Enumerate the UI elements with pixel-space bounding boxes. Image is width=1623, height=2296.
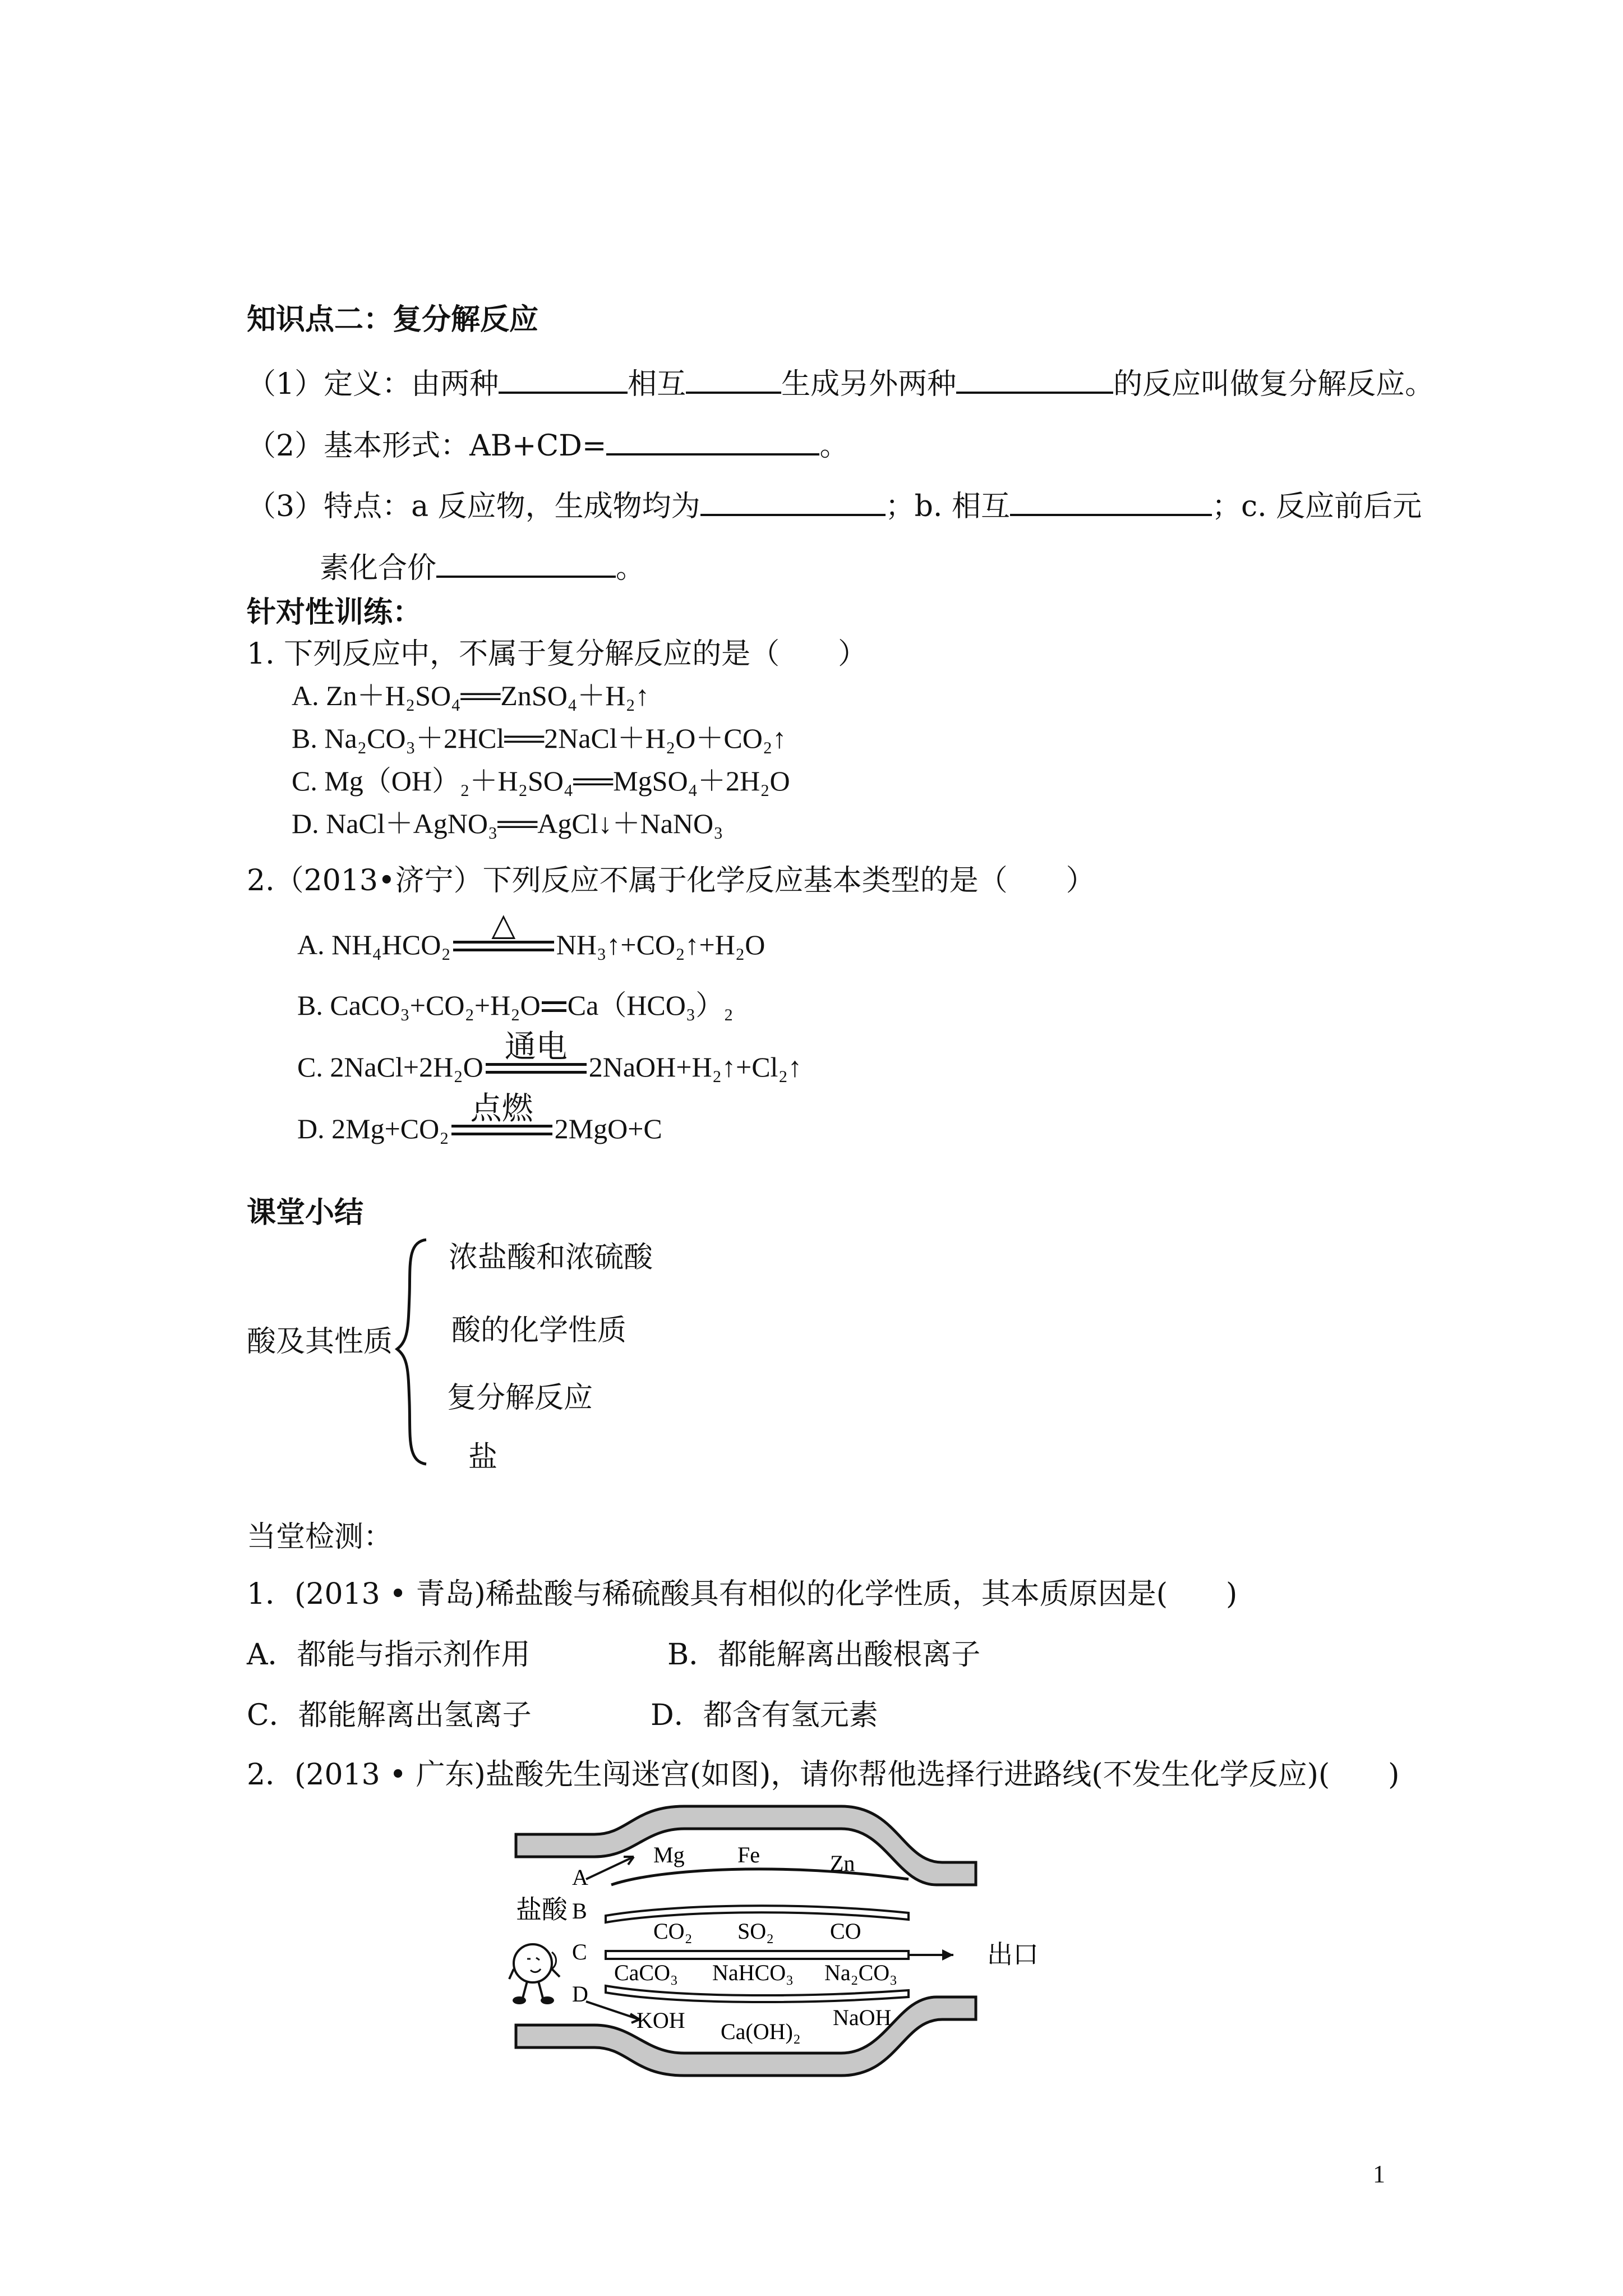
definition-line [247,366,1434,401]
definition-prefix: （1）定义：由两种 [247,367,499,401]
q2-c-arrow [486,1028,587,1073]
q2-b-arrow [542,1006,566,1011]
electric-condition: 通电 [504,1028,568,1065]
route-d-letter[interactable]: D [572,1981,588,2007]
q2-d-right: 2MgO+C [554,1113,662,1144]
route-c-item-2: NaHCO₃ [712,1960,794,1985]
q2-option-b[interactable] [297,988,734,1022]
route-b-item-2: SO₂ [737,1918,774,1944]
summary-title: 课堂小结 [247,1195,364,1230]
features-prefix: （3）特点：a 反应物，生成物均为 [247,490,700,523]
q2-d-arrow [451,1090,552,1135]
route-d-item-3: NaOH [833,2005,892,2030]
q1-option-a[interactable]: A. Zn＋H₂SO₄══ZnSO₄＋H₂↑ [292,680,649,711]
blank-7[interactable] [436,550,616,578]
q2-c-right: 2NaOH+H₂↑+Cl₂↑ [588,1051,802,1083]
features-line-2 [320,550,645,585]
test-title: 当堂检测： [247,1520,393,1554]
blank-1[interactable] [499,366,628,394]
definition-suffix: 的反应叫做复分解反应。 [1113,367,1435,401]
route-c-item-3: Na₂CO₃ [824,1960,898,1985]
summary-root: 酸及其性质 [247,1325,393,1359]
basic-form-suffix: 。 [819,429,849,463]
route-c-letter[interactable]: C [572,1939,587,1964]
curly-brace [393,1234,432,1470]
q1-option-b[interactable]: B. Na₂CO₃＋2HCl══2NaCl＋H₂O＋CO₂↑ [292,723,787,754]
route-b-item-3: CO [830,1918,861,1944]
features-line2-prefix: 素化合价 [320,551,437,585]
basic-form-prefix: （2）基本形式：AB+CD= [247,429,607,463]
arrow-d [586,2001,639,2019]
features-line [247,488,1422,523]
route-a-item-1: Mg [653,1842,685,1867]
heat-condition: △ [491,906,516,943]
q2-b-right: Ca（HCO₃）₂ [567,990,734,1021]
q2-option-d[interactable] [297,1090,662,1145]
page-number: 1 [1373,2160,1385,2188]
maze-person-label: 盐酸 [516,1895,568,1924]
test-q1-option-c[interactable]: C．都能解离出氢离子 [247,1699,532,1732]
test-q1-stem: 1．(2013 • 青岛)稀盐酸与稀硫酸具有相似的化学性质，其本质原因是( ) [247,1577,1238,1611]
section-title: 知识点二：复分解反应 [247,302,539,337]
q1-option-c[interactable]: C. Mg（OH）₂＋H₂SO₄══MgSO₄＋2H₂O [292,765,790,797]
q2-a-right: NH₃↑+CO₂↑+H₂O [556,929,766,960]
hydrochloric-acid-person [509,1944,560,2004]
q2-b-left: B. CaCO₃+CO₂+H₂O [297,990,541,1021]
blank-3[interactable] [956,366,1113,394]
blank-2[interactable] [686,366,781,394]
test-q1-option-d[interactable]: D．都含有氢元素 [651,1699,878,1732]
route-a-letter[interactable]: A [572,1865,588,1890]
divider-a [611,1869,909,1885]
divider-d [606,1986,909,2002]
summary-branch-3: 复分解反应 [447,1381,593,1415]
q1-option-d[interactable]: D. NaCl＋AgNO₃══AgCl↓＋NaNO₃ [292,808,723,839]
ignite-condition: 点燃 [470,1090,533,1127]
route-a-item-2: Fe [737,1842,760,1867]
test-q1-option-a[interactable]: A．都能与指示剂作用 [247,1638,531,1672]
maze-figure [494,1801,1054,2115]
q2-d-left: D. 2Mg+CO₂ [297,1113,449,1144]
route-c-item-1: CaCO₃ [614,1960,678,1985]
blank-5[interactable] [700,488,886,516]
route-b-letter[interactable]: B [572,1898,587,1924]
training-title: 针对性训练： [247,595,422,629]
maze-exit-label: 出口 [987,1940,1039,1969]
route-d-item-2: Ca(OH)₂ [721,2019,801,2044]
q2-option-a[interactable] [297,906,766,961]
exit-arrowhead [942,1949,953,1961]
summary-branch-4: 盐 [468,1441,498,1474]
q2-c-left: C. 2NaCl+2H₂O [297,1051,483,1083]
blank-4[interactable] [606,427,819,455]
features-mid2: ；c. 反应前后元 [1211,490,1422,523]
blank-6[interactable] [1010,488,1212,516]
definition-mid1: 相互 [628,367,686,401]
route-a-item-3: Zn [830,1851,855,1876]
route-d-item-1: KOH [637,2008,685,2033]
test-q1-option-b[interactable]: B．都能解离出酸根离子 [667,1638,981,1672]
q2-a-arrow [453,906,554,951]
q2-a-left: A. NH₄HCO₂ [297,929,451,960]
features-line2-suffix: 。 [616,551,645,585]
route-b-item-1: CO₂ [653,1918,693,1944]
arrow-a [586,1857,634,1879]
features-mid1: ；b. 相互 [885,490,1010,523]
basic-form-line [247,427,849,463]
q1-stem: 1. 下列反应中，不属于复分解反应的是（ ） [247,637,868,671]
test-q2-stem: 2．(2013 • 广东)盐酸先生闯迷宫(如图)，请你帮他选择行进路线(不发生化学反应)( ) [247,1758,1400,1792]
summary-branch-1: 浓盐酸和浓硫酸 [449,1241,653,1274]
summary-branch-2: 酸的化学性质 [451,1314,627,1347]
definition-mid2: 生成另外两种 [781,367,957,401]
q2-option-c[interactable] [297,1028,802,1084]
q2-stem: 2.（2013•济宁）下列反应不属于化学反应基本类型的是（ ） [247,864,1095,898]
divider-c [606,1951,909,1959]
